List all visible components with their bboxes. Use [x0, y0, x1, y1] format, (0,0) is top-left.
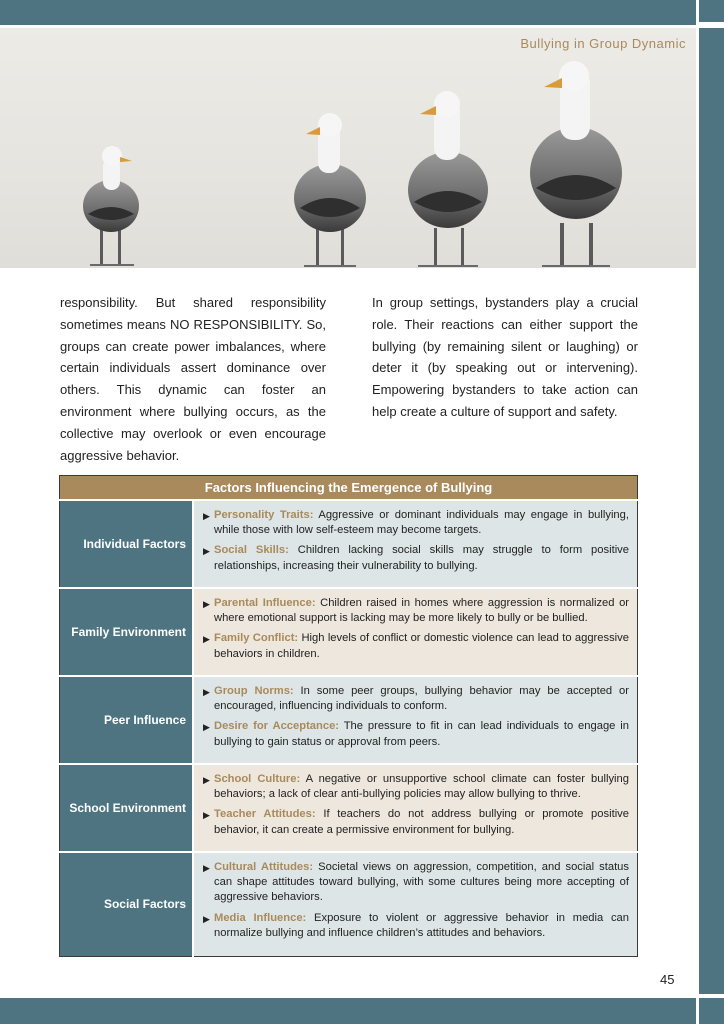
list-item — [200, 543, 629, 573]
item-text: High levels of conflict or domestic violence can lead to aggressive behaviors in children. — [214, 632, 629, 660]
row-description — [193, 676, 638, 764]
list-item — [200, 911, 629, 941]
triangle-bullet-icon: ▶ — [203, 913, 210, 924]
item-term: Teacher Attitudes: — [214, 808, 316, 821]
row-label: Family Environment — [60, 588, 194, 676]
row-description — [193, 764, 638, 852]
triangle-bullet-icon: ▶ — [203, 775, 210, 785]
triangle-bullet-icon: ▶ — [203, 687, 210, 697]
triangle-bullet-icon: ▶ — [203, 810, 210, 821]
table-row — [60, 852, 638, 956]
bottom-banner — [0, 998, 696, 1024]
seagull-medium — [294, 113, 366, 267]
running-header: Bullying in Group Dynamic — [520, 36, 686, 51]
list-item — [200, 719, 629, 749]
item-term: School Culture: — [214, 773, 301, 785]
item-text: Societal views on aggression, competition, and social status can shape attitudes toward bullying, with some cultures being more accepting of aggressive behaviors. — [214, 861, 629, 904]
factors-table — [59, 475, 638, 957]
item-text: Children raised in homes where aggression is normalized or where emotional support is lacking may be more likely to bully or be bullied. — [214, 597, 630, 625]
triangle-bullet-icon: ▶ — [203, 511, 210, 521]
seagull-small — [83, 146, 139, 266]
list-item — [200, 807, 629, 837]
item-text: A negative or unsupportive school climate can foster bullying behaviors; a lack of clear anti-bullying policies may allow bullying to thrive. — [214, 773, 629, 801]
table-title: Factors Influencing the Emergence of Bullying — [60, 476, 638, 501]
item-text: If teachers do not address bullying or promote positive behavior, it can create a permissive environment for bullying. — [214, 808, 629, 836]
item-term: Desire for Acceptance: — [214, 720, 340, 733]
table-row — [60, 676, 638, 764]
row-label: School Environment — [60, 764, 194, 852]
right-column-paragraph: In group settings, bystanders play a crucial role. Their reactions can either support the bullying (by remaining silent or laughing) or deter it (by speaking out or intervening). Empowering bystanders to take action can help create a culture of support and safety. — [372, 295, 638, 419]
item-term: Cultural Attitudes: — [214, 861, 314, 873]
item-text: Aggressive or dominant individuals may engage in bullying, while those with low self-esteem may become targets. — [214, 509, 629, 537]
row-label: Social Factors — [60, 852, 194, 956]
triangle-bullet-icon: ▶ — [203, 634, 210, 645]
list-item — [200, 684, 629, 714]
row-label: Peer Influence — [60, 676, 194, 764]
triangle-bullet-icon: ▶ — [203, 546, 210, 557]
left-column-paragraph: responsibility. But shared responsibility sometimes means NO RESPONSIBILITY. So, groups can create power imbalances, where certain individuals assert dominance over others. This dynamic can foster an environment where bullying occurs, as the collective may overlook or even encourage aggressive behavior. — [60, 295, 326, 463]
side-tab-bottom — [699, 998, 724, 1024]
side-bar — [699, 28, 724, 994]
row-description — [193, 588, 638, 676]
item-term: Parental Influence: — [214, 597, 316, 609]
side-tab-top — [699, 0, 724, 22]
table-header-row — [60, 476, 638, 501]
row-description — [193, 852, 638, 956]
list-item — [200, 596, 629, 626]
table-row — [60, 500, 638, 588]
item-term: Family Conflict: — [214, 632, 299, 645]
item-text: Exposure to violent or aggressive behavior in media can normalize bullying and influence children’s attitudes and behaviors. — [214, 911, 629, 939]
item-term: Social Skills: — [214, 544, 289, 557]
row-label: Individual Factors — [60, 500, 194, 588]
table-row — [60, 588, 638, 676]
item-text: The pressure to fit in can lead individuals to engage in bullying to gain status or approval from peers. — [214, 720, 629, 748]
list-item — [200, 860, 629, 906]
item-text: In some peer groups, bullying behavior may be accepted or encouraged, influencing individuals to conform. — [214, 685, 629, 713]
item-term: Media Influence: — [214, 911, 307, 924]
row-description — [193, 500, 638, 588]
seagulls-photo — [0, 28, 696, 268]
triangle-bullet-icon: ▶ — [203, 599, 210, 609]
triangle-bullet-icon: ▶ — [203, 863, 210, 873]
seagulls-illustration — [0, 28, 696, 268]
table-row — [60, 764, 638, 852]
item-term: Personality Traits: — [214, 509, 314, 521]
list-item — [200, 631, 629, 661]
seagull-largest — [530, 61, 622, 267]
seagull-large — [408, 91, 488, 267]
list-item — [200, 508, 629, 538]
item-text: Children lacking social skills may struggle to form positive relationships, increasing their vulnerability to bullying. — [214, 544, 629, 572]
page-number: 45 — [660, 972, 675, 987]
top-banner — [0, 0, 696, 25]
list-item — [200, 772, 629, 802]
triangle-bullet-icon: ▶ — [203, 722, 210, 733]
item-term: Group Norms: — [214, 685, 294, 697]
